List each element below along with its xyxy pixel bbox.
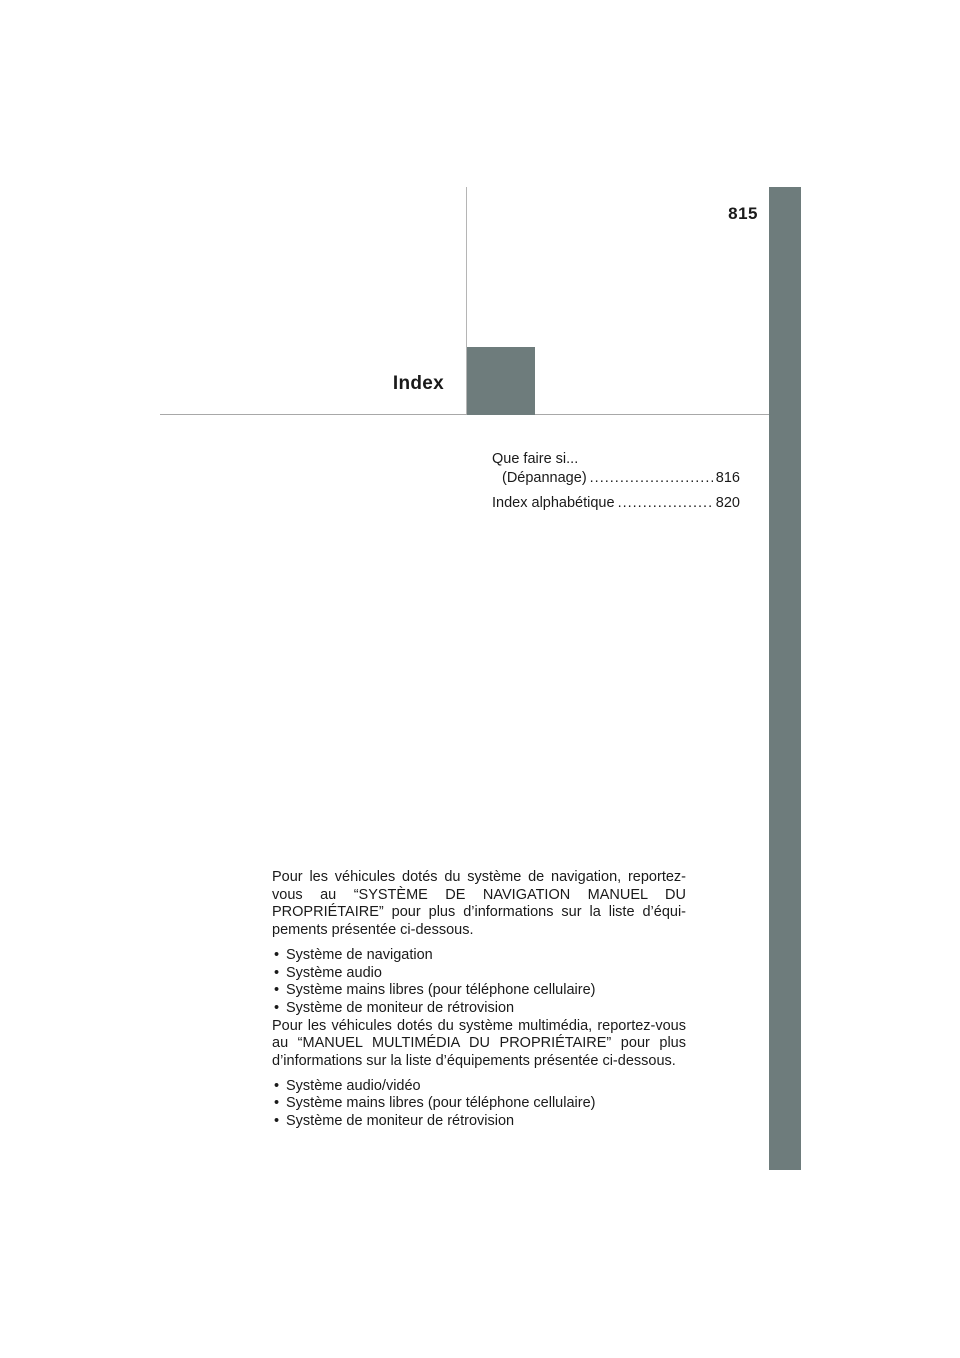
multimedia-paragraph: Pour les véhicules dotés du système multimédia, reportez-vous au “MANUEL MULTIMÉDIA DU PROPRIÉTAIRE” pour plus d’informations sur la liste d’équipements présentée ci-dessous. xyxy=(272,1017,686,1070)
toc-entry-alphabetical-index[interactable] xyxy=(492,494,740,513)
table-of-contents xyxy=(492,450,740,519)
navigation-notes xyxy=(272,869,686,1131)
page-number: 815 xyxy=(728,204,758,223)
toc-entry-text: Que faire si... xyxy=(492,451,579,467)
list-item: • Système de moniteur de rétrovision xyxy=(272,1113,686,1131)
list-item: • Système mains libres (pour téléphone cellulaire) xyxy=(272,1095,686,1113)
list-item: • Système audio xyxy=(272,965,686,983)
section-title: Index xyxy=(392,373,444,394)
toc-leader-dots xyxy=(618,494,713,513)
list-item: • Système de navigation xyxy=(272,947,686,965)
toc-leader-dots xyxy=(590,469,713,488)
toc-entry-page: 816 xyxy=(715,470,740,486)
header-horizontal-rule xyxy=(160,414,769,415)
list-item: • Système mains libres (pour téléphone cellulaire) xyxy=(272,982,686,1000)
toc-entry-troubleshooting[interactable] xyxy=(492,450,740,488)
multimedia-equipment-list xyxy=(272,1078,686,1131)
toc-entry-text: Index alphabétique xyxy=(492,495,615,511)
list-item: • Système de moniteur de rétrovision xyxy=(272,1000,686,1018)
list-item: • Système audio/vidéo xyxy=(272,1078,686,1096)
toc-entry-page: 820 xyxy=(715,495,740,511)
chapter-side-tab xyxy=(769,187,801,1170)
toc-entry-text: (Dépannage) xyxy=(502,470,587,486)
section-marker-block xyxy=(467,347,535,415)
navigation-equipment-list xyxy=(272,947,686,1018)
navigation-paragraph: Pour les véhicules dotés du système de navigation, reportez-vous au “SYSTÈME DE NAVIGATION MANUEL DU PROPRIÉTAIRE” pour plus d’informations sur la liste d’équi-pements présentée ci-dessous. xyxy=(272,869,686,939)
